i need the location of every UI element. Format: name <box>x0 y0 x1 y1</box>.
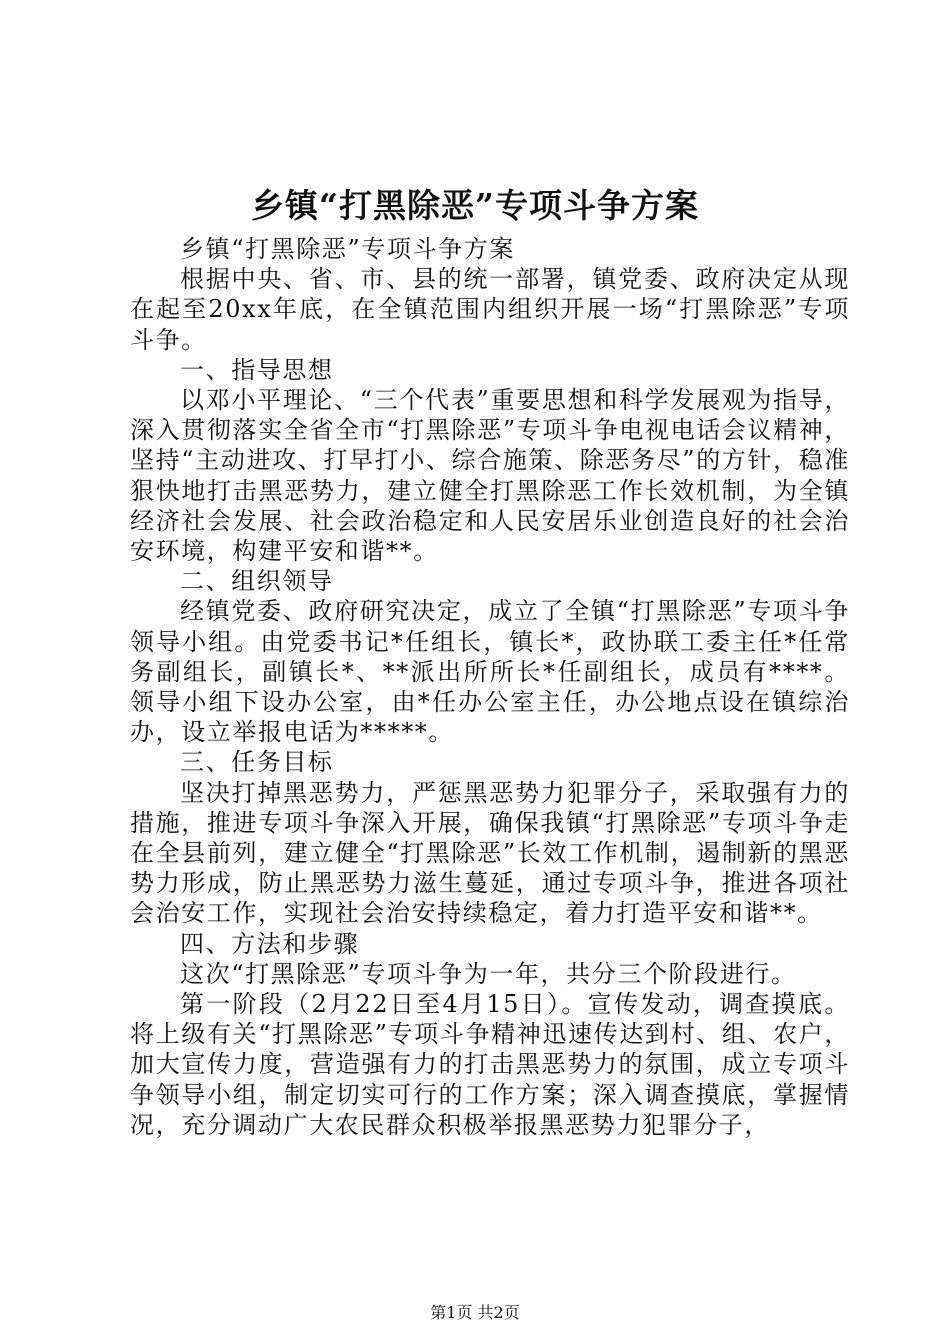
section-heading-guiding-thought: 一、指导思想 <box>180 355 334 384</box>
paragraph-organization: 经镇党委、政府研究决定，成立了全镇“打黑除恶”专项斗争领导小组。由党委书记*任组长，镇长*，政协联工委主任*任常务副组长，副镇长*、**派出所所长*任副组长，成员有****。领导小组下设办公室，由*任办公室主任，办公地点设在镇综治办，设立举报电话为*****。 <box>130 597 850 747</box>
paragraph-intro: 根据中央、省、市、县的统一部署，镇党委、政府决定从现在起至20xx年底，在全镇范围内组织开展一场“打黑除恶”专项斗争。 <box>130 265 850 354</box>
paragraph-guiding-thought: 以邓小平理论、“三个代表”重要思想和科学发展观为指导，深入贯彻落实全省全市“打黑除恶”专项斗争电视电话会议精神，坚持“主动进攻、打早打小、综合施策、除恶务尽”的方针，稳准狠快地打击黑恶势力，建立健全打黑除恶工作长效机制，为全镇经济社会发展、社会政治稳定和人民安居乐业创造良好的社会治安环境，构建平安和谐**。 <box>130 386 850 566</box>
paragraph-goals: 坚决打掉黑恶势力，严惩黑恶势力犯罪分子，采取强有力的措施，推进专项斗争深入开展，确保我镇“打黑除恶”专项斗争走在全县前列，建立健全“打黑除恶”长效工作机制，遏制新的黑恶势力形成，防止黑恶势力滋生蔓延，通过专项斗争，推进各项社会治安工作，实现社会治安持续稳定，着力打造平安和谐**。 <box>130 778 850 928</box>
page-footer: 第1页 共2页 <box>430 1303 520 1322</box>
paragraph-phase-one: 第一阶段（2月22日至4月15日）。宣传发动，调查摸底。将上级有关“打黑除恶”专项斗争精神迅速传达到村、组、农户，加大宣传力度，营造强有力的打击黑恶势力的氛围，成立专项斗争领导小组，制定切实可行的工作方案；深入调查摸底，掌握情况，充分调动广大农民群众积极举报黑恶势力犯罪分子， <box>130 990 850 1139</box>
section-heading-methods: 四、方法和步骤 <box>180 929 360 958</box>
paragraph-subtitle: 乡镇“打黑除恶”专项斗争方案 <box>180 235 515 263</box>
section-heading-organization: 二、组织领导 <box>180 567 334 596</box>
paragraph-methods-overview: 这次“打黑除恶”专项斗争为一年，共分三个阶段进行。 <box>180 959 797 988</box>
document-title: 乡镇“打黑除恶”专项斗争方案 <box>251 186 699 225</box>
section-heading-goals: 三、任务目标 <box>180 748 334 777</box>
document-body <box>130 234 850 1140</box>
